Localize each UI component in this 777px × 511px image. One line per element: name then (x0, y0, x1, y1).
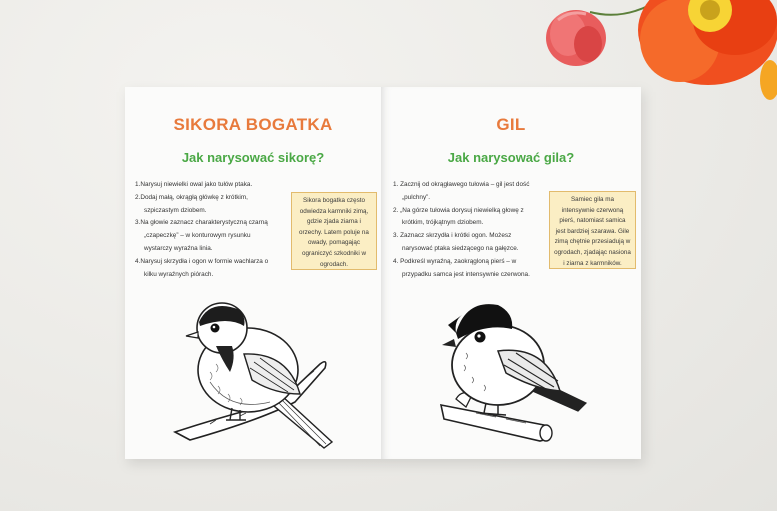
note-line: Samiec gila ma (570, 196, 615, 203)
step-line: „pulchny”. (402, 193, 431, 201)
steps-list (393, 179, 553, 281)
step-line: wystarczy wyraźna linia. (144, 244, 213, 252)
note-line: i ziarna z karmników. (563, 259, 622, 267)
note-line: orzechy. Latem poluje na (299, 228, 369, 236)
note-line: zimą chętnie przesiadują w (554, 238, 631, 246)
note-line: ograniczyć szkodniki w (301, 249, 367, 257)
orange-poppy-icon (638, 0, 777, 100)
step-line: szpiczastym dziobem. (144, 206, 207, 214)
note-line: jest bardziej szarawa. Gile (555, 227, 630, 235)
step-line: 2. „Na górze tułowia dorysuj niewielką głowę z (393, 206, 524, 214)
steps-list (135, 179, 310, 281)
bullfinch-illustration-icon (436, 295, 596, 455)
step-line: 4. Podkreśl wyraźną, zaokrągloną pierś – w (393, 257, 517, 265)
note-line: ogrodach, zjadając nasiona (554, 248, 631, 256)
great-tit-illustration-icon (170, 302, 340, 452)
step-line: kilku wyraźnych piórach. (144, 270, 214, 278)
note-line: gdzie zjada ziarna i (307, 218, 361, 226)
note-line: pierś, natomiast samica (559, 217, 626, 225)
step-line: 3.Na głowie zaznacz charakterystyczną czarną (135, 219, 268, 227)
info-note (291, 192, 377, 270)
page-subtitle: Jak narysować sikorę? (181, 150, 325, 165)
note-line: odwiedza karmniki zimą, (299, 207, 369, 215)
step-line: „czapeczkę” – w konturowym rysunku (144, 232, 251, 240)
step-line: 3. Zaznacz skrzydła i krótki ogon. Możesz (393, 232, 512, 240)
step-line: krótkim, trójkątnym dziobem. (402, 219, 484, 227)
pink-poppy-icon (546, 10, 606, 66)
page-title: SIKORA BOGATKA (173, 115, 333, 134)
page-subtitle: Jak narysować gila? (447, 150, 575, 165)
step-line: 1.Narysuj niewielki owal jako tułów ptaka. (135, 181, 253, 188)
step-line: 1. Zacznij od okrągławego tułowia – gil jest dość (393, 181, 530, 188)
right-page (381, 87, 641, 459)
step-line: 4.Narysuj skrzydła i ogon w formie wachlarza o (135, 257, 269, 265)
step-line: 2.Dodaj małą, okrągłą główkę z krótkim, (135, 193, 248, 201)
note-line: intensywnie czerwoną (561, 206, 624, 214)
left-page (125, 87, 382, 459)
note-line: ogrodach. (319, 260, 348, 268)
step-line: przypadku samca jest intensywnie czerwona. (402, 270, 530, 278)
step-line: narysować ptaka siedzącego na gałęzce. (402, 244, 519, 252)
page-title: GIL (496, 115, 526, 134)
note-line: owady, pomagając (307, 239, 361, 247)
info-note (549, 191, 636, 269)
note-line: Sikora bogatka często (303, 197, 365, 204)
